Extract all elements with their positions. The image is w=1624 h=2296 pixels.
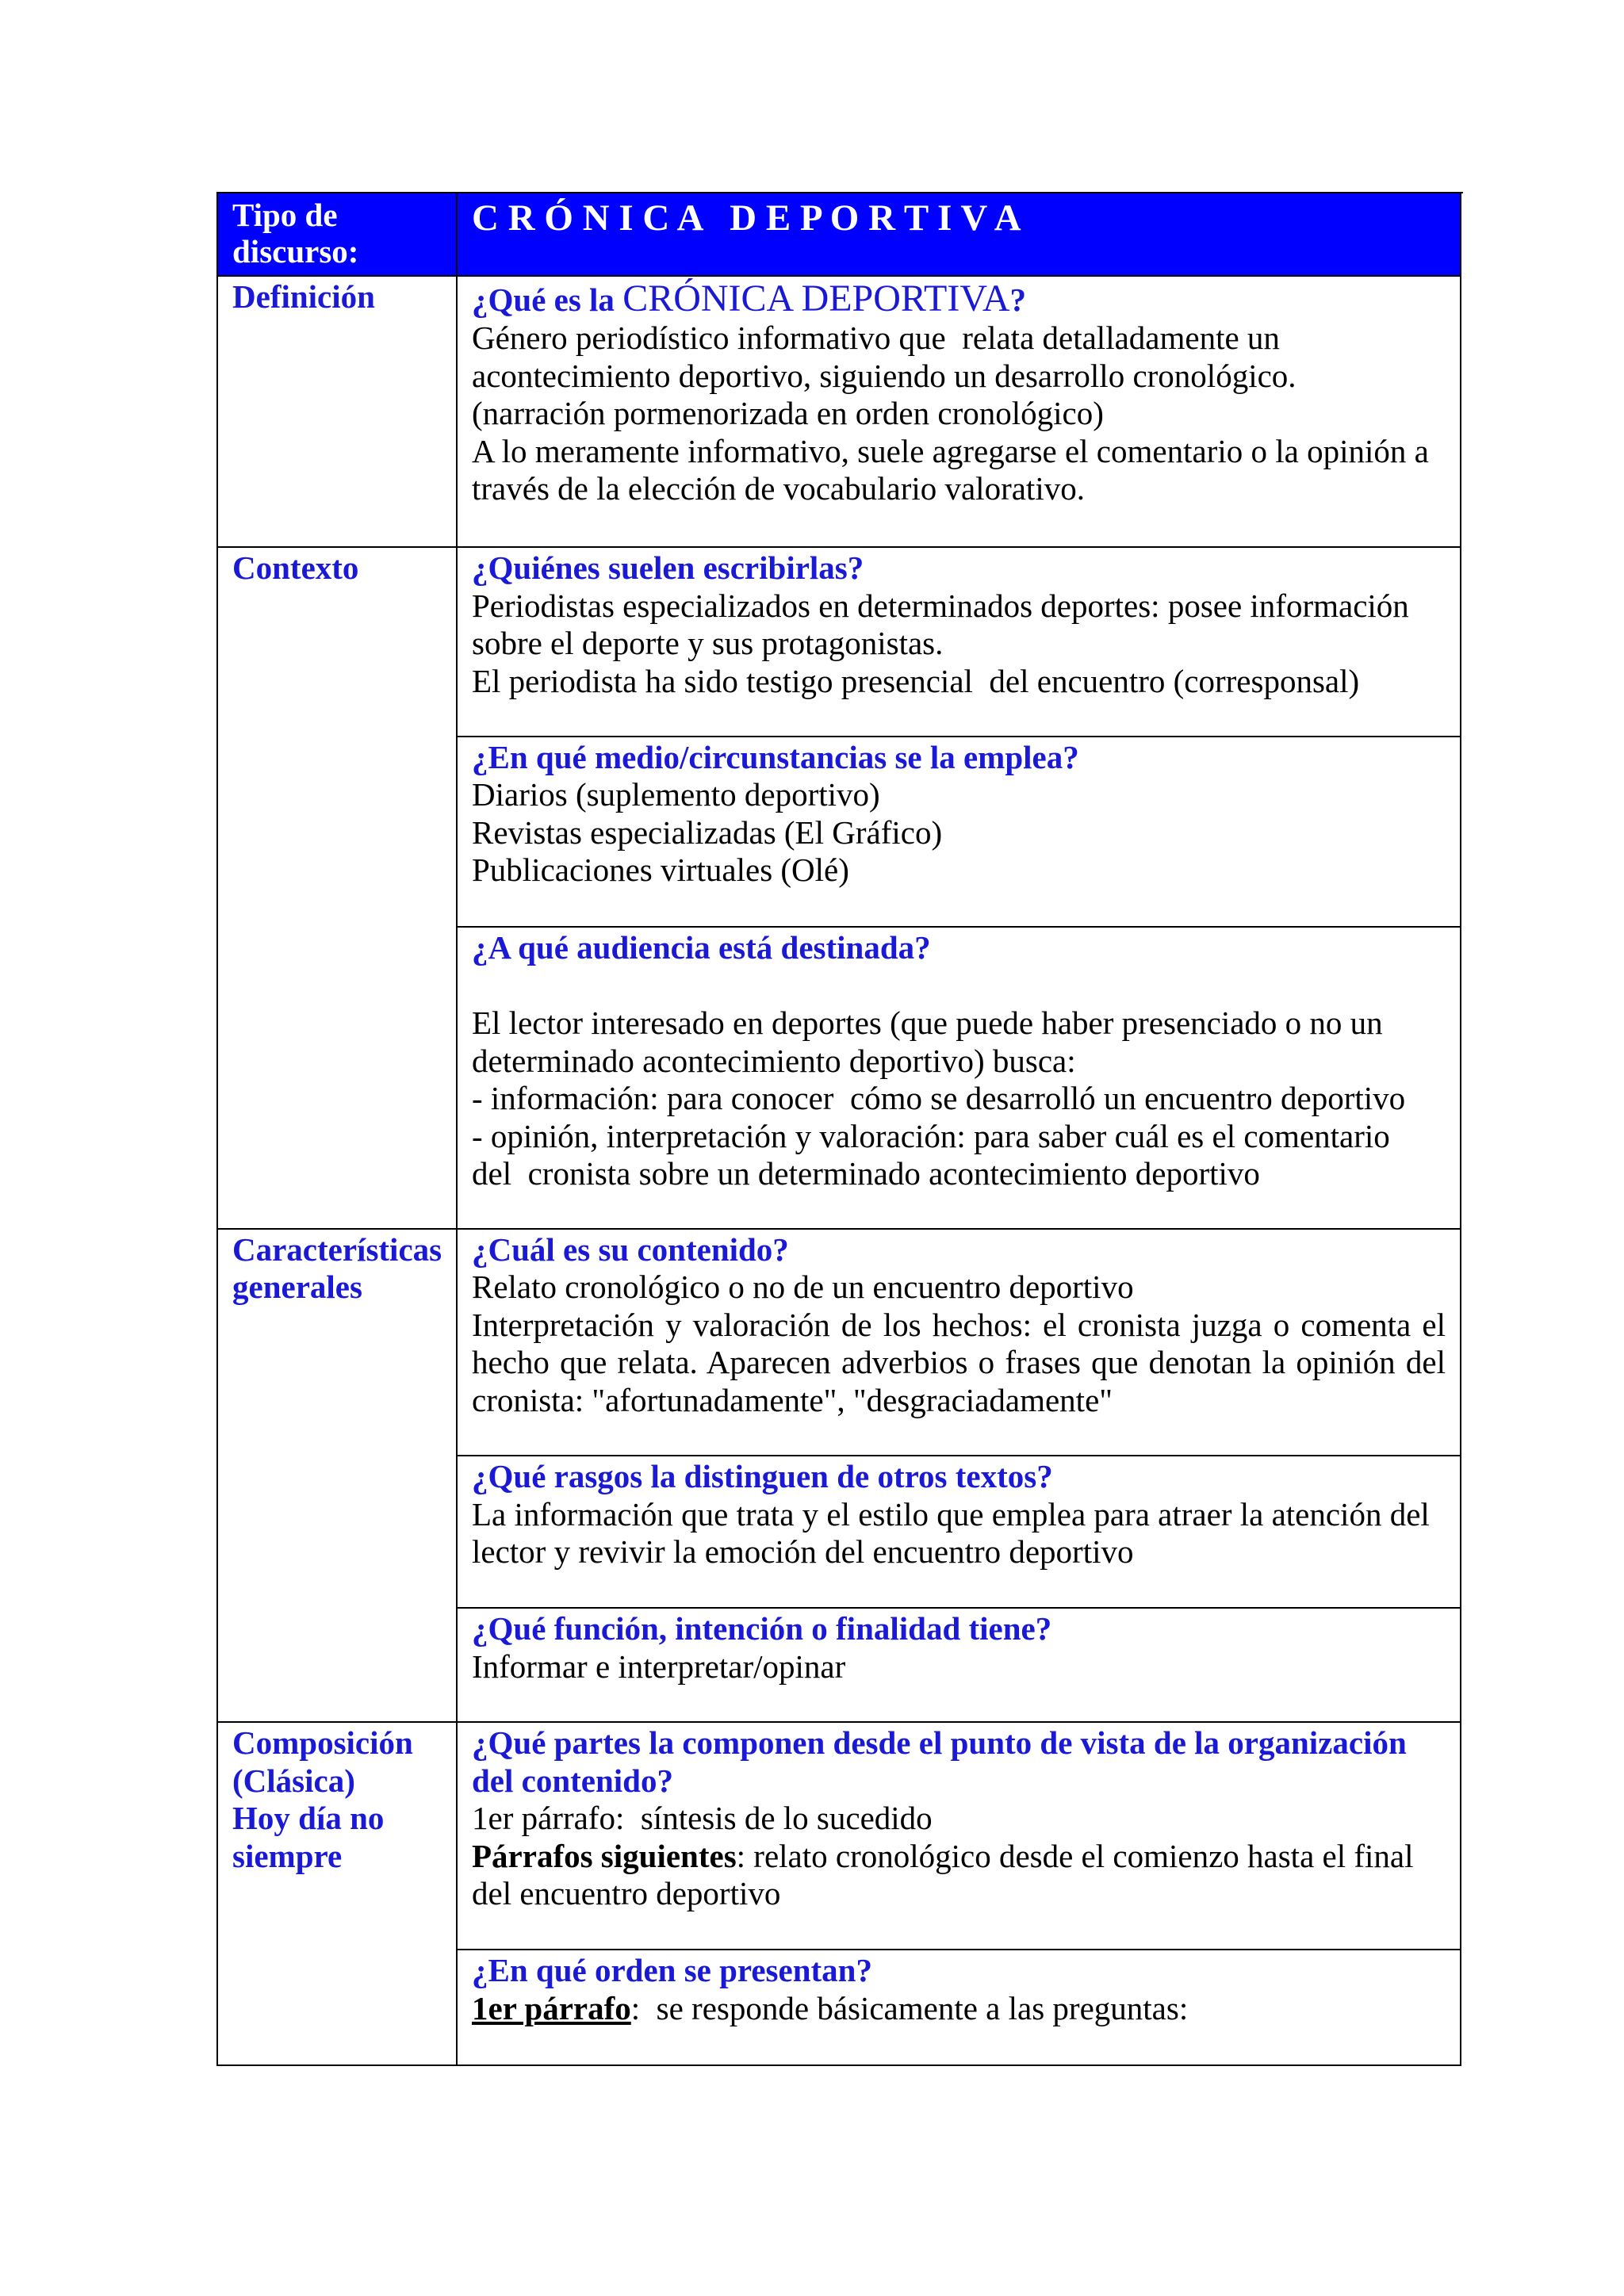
- body-line: Diarios (suplemento deportivo): [472, 776, 880, 813]
- body-line: del cronista sobre un determinado acontecimiento deportivo: [472, 1155, 1260, 1192]
- body-line: - opinión, interpretación y valoración: para saber cuál es el comentario: [472, 1117, 1390, 1154]
- question-suffix: ?: [1009, 281, 1026, 318]
- definicion-label: Definición: [232, 278, 375, 315]
- composicion-block-partes: [458, 1723, 1461, 1950]
- body-line: (narración pormenorizada en orden cronológico): [472, 395, 1104, 431]
- composicion-label-line: Hoy día no: [232, 1800, 385, 1836]
- definicion-label-cell: [218, 277, 458, 548]
- section-question: ¿En qué orden se presentan?: [472, 1952, 872, 1988]
- caracteristicas-label-line: Características: [232, 1230, 442, 1268]
- contexto-label-cell: [218, 548, 458, 1230]
- body-line: Informar e interpretar/opinar: [472, 1647, 846, 1685]
- body-text: : relato cronológico desde el comienzo hasta el final: [736, 1837, 1414, 1874]
- header-label-line: Tipo de: [232, 197, 338, 233]
- body-line: través de la elección de vocabulario valorativo.: [472, 470, 1085, 507]
- composicion-label-cell: [218, 1723, 458, 2066]
- body-line: Interpretación y valoración de los hechos: el cronista juzga o comenta el: [472, 1306, 1446, 1343]
- document-table: [216, 192, 1463, 2066]
- section-question: ¿Cuál es su contenido?: [472, 1230, 789, 1268]
- definicion-question: [472, 278, 1446, 320]
- composicion-label-line: (Clásica): [232, 1762, 355, 1799]
- body-text: : se responde básicamente a las preguntas:: [630, 1989, 1189, 2026]
- contexto-label: Contexto: [232, 549, 359, 586]
- caracteristicas-block-funcion: [458, 1609, 1461, 1723]
- body-line: hecho que relata. Aparecen adverbios o frases que denotan la opinión del: [472, 1344, 1446, 1380]
- body-line: La información que trata y el estilo que emplea para atraer la atención del: [472, 1495, 1430, 1533]
- body-line: - información: para conocer cómo se desarrolló un encuentro deportivo: [472, 1080, 1406, 1116]
- header-label-cell: [218, 193, 458, 277]
- section-question: del contenido?: [472, 1762, 673, 1799]
- body-line: Género periodístico informativo que relata detalladamente un: [472, 320, 1280, 356]
- contexto-block-medio: [458, 737, 1461, 928]
- section-question: ¿En qué medio/circunstancias se la emplea?: [472, 738, 1079, 775]
- section-question: ¿Qué función, intención o finalidad tiene?: [472, 1610, 1052, 1647]
- question-emphasis: CRÓNICA DEPORTIVA: [622, 277, 1010, 320]
- body-line: El periodista ha sido testigo presencial del encuentro (corresponsal): [472, 662, 1360, 699]
- body-line: [472, 1990, 1446, 2028]
- contexto-block-autores: [458, 548, 1461, 737]
- section-question: ¿Quiénes suelen escribirlas?: [472, 549, 864, 586]
- section-question: ¿Qué rasgos la distinguen de otros textos?: [472, 1458, 1053, 1494]
- body-line: sobre el deporte y sus protagonistas.: [472, 625, 944, 661]
- body-line: A lo meramente informativo, suele agregarse el comentario o la opinión a: [472, 432, 1429, 469]
- blank-line: [472, 967, 1446, 1005]
- bold-term: Párrafos siguientes: [472, 1837, 737, 1874]
- body-line: Revistas especializadas (El Gráfico): [472, 813, 943, 851]
- body-line: Periodistas especializados en determinados deportes: posee información: [472, 587, 1409, 624]
- body-line: del encuentro deportivo: [472, 1875, 781, 1911]
- question-prefix: ¿Qué es la: [472, 281, 623, 318]
- definicion-content-cell: [458, 277, 1461, 548]
- document-type-title: C R Ó N I C A D E P O R T I V A: [472, 197, 1021, 239]
- body-line: determinado acontecimiento deportivo) busca:: [472, 1042, 1076, 1079]
- body-line: Publicaciones virtuales (Olé): [472, 851, 849, 888]
- composicion-label-line: Composición: [232, 1724, 413, 1761]
- caracteristicas-label-line: generales: [232, 1269, 362, 1305]
- caracteristicas-block-rasgos: [458, 1456, 1461, 1609]
- body-line: [472, 1838, 1446, 1876]
- section-question: ¿Qué partes la componen desde el punto de vista de la organización: [472, 1724, 1407, 1761]
- caracteristicas-label-cell: [218, 1230, 458, 1724]
- header-label-line: discurso:: [232, 233, 359, 270]
- contexto-block-audiencia: [458, 928, 1461, 1230]
- body-line: El lector interesado en deportes (que puede haber presenciado o no un: [472, 1004, 1383, 1041]
- body-line: cronista: "afortunadamente", "desgraciadamente": [472, 1381, 1113, 1418]
- header-title-cell: [458, 193, 1461, 277]
- bold-underlined-term: 1er párrafo: [472, 1989, 631, 2026]
- caracteristicas-block-contenido: [458, 1230, 1461, 1457]
- body-line: Relato cronológico o no de un encuentro deportivo: [472, 1269, 1134, 1305]
- body-line: acontecimiento deportivo, siguiendo un desarrollo cronológico.: [472, 357, 1297, 394]
- composicion-label-line: siempre: [232, 1837, 343, 1874]
- section-question: ¿A qué audiencia está destinada?: [472, 929, 931, 966]
- body-line: 1er párrafo: síntesis de lo sucedido: [472, 1800, 933, 1836]
- body-line: lector y revivir la emoción del encuentro deportivo: [472, 1533, 1134, 1570]
- composicion-block-orden: [458, 1950, 1461, 2066]
